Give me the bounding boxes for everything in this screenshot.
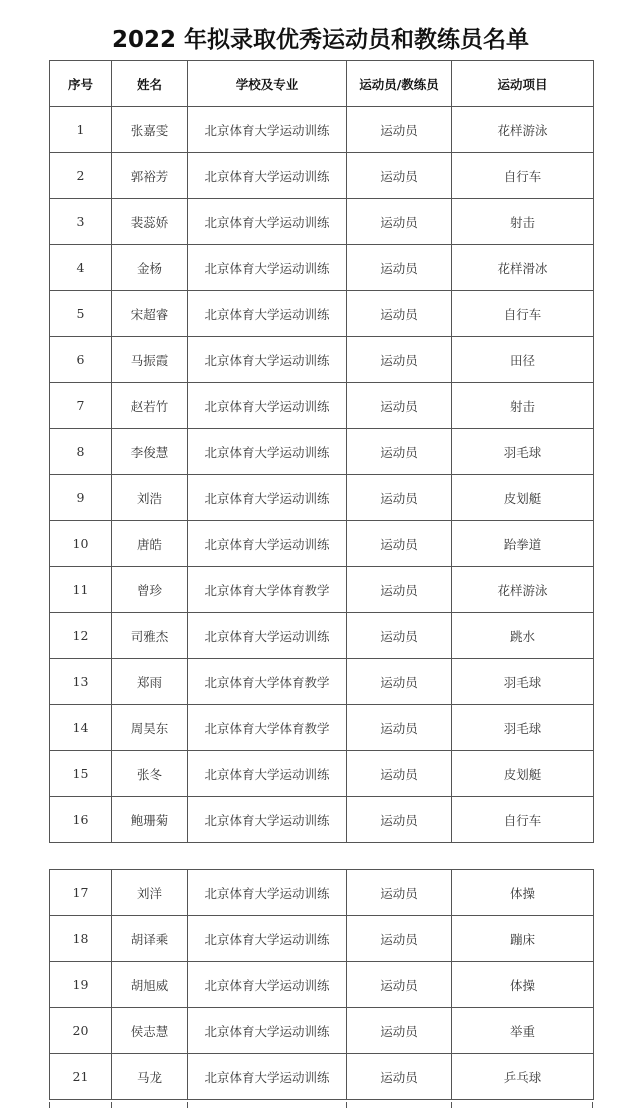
cell-index: 20: [50, 1008, 112, 1054]
cell-name: 侯志慧: [112, 1008, 188, 1054]
cell-index: 18: [50, 916, 112, 962]
cell-name: 郑雨: [112, 659, 188, 705]
cell-name: 刘浩: [112, 475, 188, 521]
cell-role: 运动员: [347, 659, 452, 705]
cell-role: 运动员: [347, 521, 452, 567]
cell-school-major: 北京体育大学运动训练: [188, 337, 347, 383]
cell-role: 运动员: [347, 916, 452, 962]
cell-sport: 皮划艇: [452, 475, 594, 521]
cell-sport: 蹦床: [452, 916, 594, 962]
cell-school-major: 北京体育大学运动训练: [188, 475, 347, 521]
table-row: [50, 751, 594, 797]
cell-school-major: 北京体育大学运动训练: [188, 199, 347, 245]
cell-school-major: 北京体育大学运动训练: [188, 613, 347, 659]
cell-index: 14: [50, 705, 112, 751]
table-row: [50, 383, 594, 429]
table-row: [50, 153, 594, 199]
cell-sport: 射击: [452, 383, 594, 429]
roster-table-page-2: [49, 869, 594, 1100]
document-title: 2022 年拟录取优秀运动员和教练员名单: [111, 27, 530, 53]
cell-name: 马振霞: [112, 337, 188, 383]
cell-role: 运动员: [347, 751, 452, 797]
roster-table-page-1: [49, 60, 594, 843]
cell-sport: 跆拳道: [452, 521, 594, 567]
cell-sport: 花样滑冰: [452, 245, 594, 291]
cell-name: 胡译乘: [112, 916, 188, 962]
cell-role: 运动员: [347, 705, 452, 751]
cell-name: 裴蕊娇: [112, 199, 188, 245]
cell-name: 张冬: [112, 751, 188, 797]
table-row: [50, 429, 594, 475]
header-school-major: 学校及专业: [188, 61, 347, 107]
cell-role: 运动员: [347, 383, 452, 429]
cell-name: 鲍珊菊: [112, 797, 188, 843]
cell-school-major: 北京体育大学运动训练: [188, 797, 347, 843]
cell-sport: 射击: [452, 199, 594, 245]
cell-school-major: 北京体育大学运动训练: [188, 153, 347, 199]
cell-role: 运动员: [347, 291, 452, 337]
cell-name: 赵若竹: [112, 383, 188, 429]
cell-school-major: 北京体育大学运动训练: [188, 291, 347, 337]
cell-index: 6: [50, 337, 112, 383]
cell-role: 运动员: [347, 337, 452, 383]
cell-role: 运动员: [347, 153, 452, 199]
cell-school-major: 北京体育大学运动训练: [188, 916, 347, 962]
cell-name: 张嘉雯: [112, 107, 188, 153]
cell-sport: 体操: [452, 962, 594, 1008]
table-row: [50, 521, 594, 567]
cell-school-major: 北京体育大学体育教学: [188, 705, 347, 751]
table-row: [50, 870, 594, 916]
cell-school-major: 北京体育大学运动训练: [188, 1008, 347, 1054]
cell-name: 司雅杰: [112, 613, 188, 659]
table-row: [50, 1008, 594, 1054]
table-row: [50, 916, 594, 962]
cell-index: 5: [50, 291, 112, 337]
cell-role: 运动员: [347, 199, 452, 245]
cell-index: 13: [50, 659, 112, 705]
cell-index: 15: [50, 751, 112, 797]
cell-school-major: 北京体育大学运动训练: [188, 107, 347, 153]
cell-name: 李俊慧: [112, 429, 188, 475]
cell-index: 21: [50, 1054, 112, 1100]
cell-index: 16: [50, 797, 112, 843]
table-row: [50, 567, 594, 613]
table-row: [50, 613, 594, 659]
cell-role: 运动员: [347, 1008, 452, 1054]
cell-name: 宋超睿: [112, 291, 188, 337]
cell-school-major: 北京体育大学体育教学: [188, 659, 347, 705]
cell-school-major: 北京体育大学运动训练: [188, 962, 347, 1008]
cell-name: 金杨: [112, 245, 188, 291]
table-row: [50, 337, 594, 383]
cell-sport: 乒乓球: [452, 1054, 594, 1100]
cell-school-major: 北京体育大学运动训练: [188, 383, 347, 429]
cell-name: 郭裕芳: [112, 153, 188, 199]
cell-index: 2: [50, 153, 112, 199]
cell-role: 运动员: [347, 567, 452, 613]
table-row: [50, 797, 594, 843]
cell-sport: 举重: [452, 1008, 594, 1054]
cell-index: 4: [50, 245, 112, 291]
header-name: 姓名: [112, 61, 188, 107]
cell-name: 唐皓: [112, 521, 188, 567]
table-header-row: [50, 61, 594, 107]
cell-index: 1: [50, 107, 112, 153]
cell-sport: 羽毛球: [452, 705, 594, 751]
cell-name: 刘洋: [112, 870, 188, 916]
cell-name: 胡旭威: [112, 962, 188, 1008]
cell-index: 11: [50, 567, 112, 613]
cell-role: 运动员: [347, 962, 452, 1008]
cell-index: 19: [50, 962, 112, 1008]
cell-sport: 自行车: [452, 797, 594, 843]
cell-sport: 自行车: [452, 153, 594, 199]
cell-role: 运动员: [347, 245, 452, 291]
cell-sport: 体操: [452, 870, 594, 916]
cell-sport: 皮划艇: [452, 751, 594, 797]
table-continuation-edge: [49, 1102, 593, 1108]
cell-index: 8: [50, 429, 112, 475]
cell-sport: 花样游泳: [452, 567, 594, 613]
cell-school-major: 北京体育大学运动训练: [188, 751, 347, 797]
cell-name: 马龙: [112, 1054, 188, 1100]
cell-sport: 跳水: [452, 613, 594, 659]
cell-school-major: 北京体育大学体育教学: [188, 567, 347, 613]
table-row: [50, 659, 594, 705]
cell-role: 运动员: [347, 475, 452, 521]
cell-index: 17: [50, 870, 112, 916]
cell-school-major: 北京体育大学运动训练: [188, 429, 347, 475]
cell-index: 7: [50, 383, 112, 429]
cell-index: 3: [50, 199, 112, 245]
cell-role: 运动员: [347, 107, 452, 153]
header-sport: 运动项目: [452, 61, 594, 107]
header-role: 运动员/教练员: [347, 61, 452, 107]
table-row: [50, 705, 594, 751]
header-index: 序号: [50, 61, 112, 107]
cell-school-major: 北京体育大学运动训练: [188, 521, 347, 567]
cell-role: 运动员: [347, 797, 452, 843]
cell-index: 10: [50, 521, 112, 567]
cell-school-major: 北京体育大学运动训练: [188, 870, 347, 916]
table-row: [50, 475, 594, 521]
cell-sport: 羽毛球: [452, 659, 594, 705]
cell-school-major: 北京体育大学运动训练: [188, 1054, 347, 1100]
table-row: [50, 199, 594, 245]
cell-index: 9: [50, 475, 112, 521]
cell-sport: 花样游泳: [452, 107, 594, 153]
table-row: [50, 291, 594, 337]
cell-school-major: 北京体育大学运动训练: [188, 245, 347, 291]
cell-role: 运动员: [347, 613, 452, 659]
cell-index: 12: [50, 613, 112, 659]
cell-name: 周昊东: [112, 705, 188, 751]
cell-role: 运动员: [347, 429, 452, 475]
cell-name: 曾珍: [112, 567, 188, 613]
table-row: [50, 245, 594, 291]
table-row: [50, 1054, 594, 1100]
cell-role: 运动员: [347, 870, 452, 916]
cell-role: 运动员: [347, 1054, 452, 1100]
table-row: [50, 962, 594, 1008]
table-row: [50, 107, 594, 153]
cell-sport: 自行车: [452, 291, 594, 337]
cell-sport: 羽毛球: [452, 429, 594, 475]
cell-sport: 田径: [452, 337, 594, 383]
